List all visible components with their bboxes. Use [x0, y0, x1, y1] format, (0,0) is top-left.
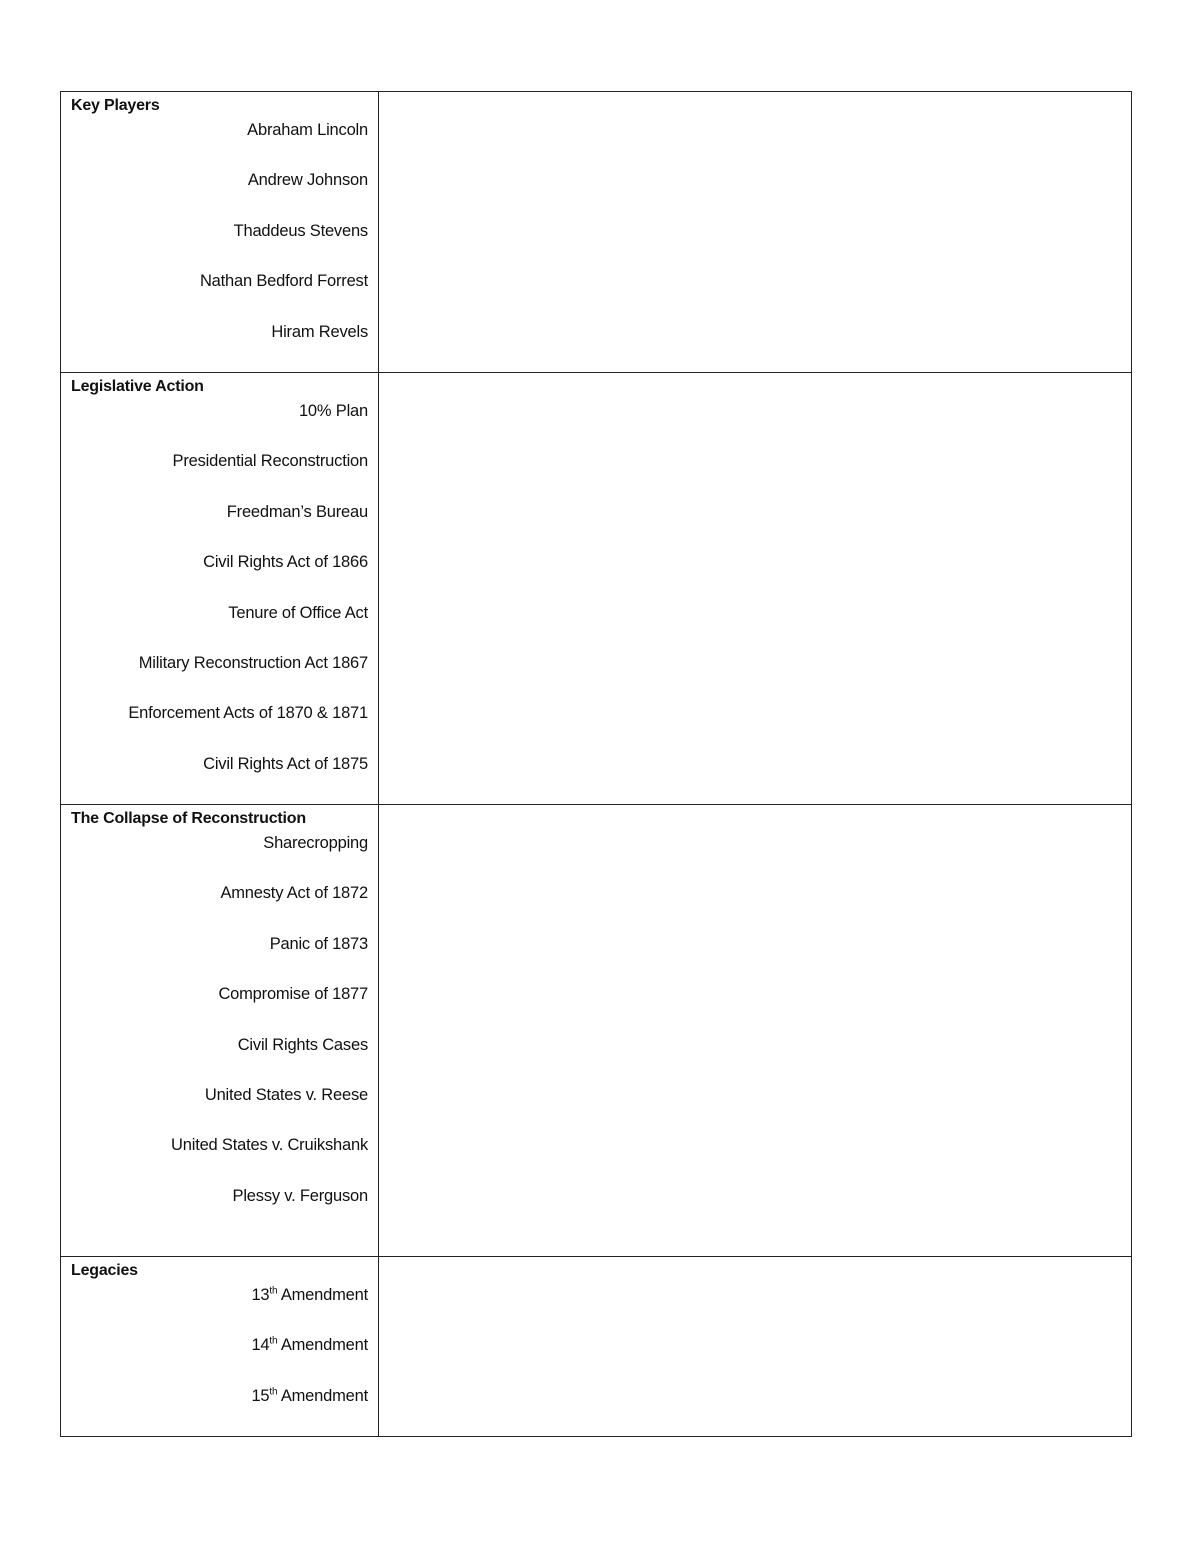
- term-item: [71, 1285, 368, 1305]
- ordinal-suffix: th: [269, 1285, 278, 1297]
- amendment-number: 14: [251, 1336, 270, 1355]
- section-row-key-players: [61, 92, 1132, 373]
- term-item: Military Reconstruction Act 1867: [138, 653, 368, 672]
- term-item: Civil Rights Cases: [237, 1035, 368, 1054]
- section-label-cell: [61, 92, 379, 373]
- notes-cell[interactable]: [379, 92, 1132, 373]
- term-item: Andrew Johnson: [247, 171, 368, 190]
- amendment-label: Amendment: [277, 1336, 368, 1355]
- term-list: [71, 833, 368, 1206]
- amendment-number: 13: [251, 1286, 270, 1305]
- term-item: Nathan Bedford Forrest: [199, 272, 368, 291]
- term-list: [71, 401, 368, 774]
- section-row-legacies: [61, 1257, 1132, 1437]
- term-item: Civil Rights Act of 1866: [203, 553, 368, 572]
- section-title: Legislative Action: [71, 377, 204, 395]
- notes-cell[interactable]: [379, 1257, 1132, 1437]
- section-row-collapse-of-reconstruction: [61, 805, 1132, 1257]
- term-item: [71, 1335, 368, 1355]
- reconstruction-worksheet-table: [60, 91, 1132, 1437]
- section-label-cell: [61, 1257, 379, 1437]
- term-item: Presidential Reconstruction: [172, 452, 368, 471]
- term-item: Enforcement Acts of 1870 & 1871: [128, 704, 368, 723]
- ordinal-suffix: th: [269, 1335, 278, 1347]
- term-item: Civil Rights Act of 1875: [203, 754, 368, 773]
- term-item: United States v. Cruikshank: [171, 1136, 368, 1155]
- term-item: [71, 1386, 368, 1406]
- section-title: Key Players: [71, 97, 160, 114]
- term-item: Thaddeus Stevens: [233, 221, 368, 240]
- term-item: Plessy v. Ferguson: [232, 1186, 368, 1205]
- section-title: Legacies: [71, 1262, 138, 1280]
- term-item: Compromise of 1877: [218, 985, 368, 1004]
- term-list: [71, 1285, 368, 1406]
- term-list: [71, 120, 368, 342]
- amendment-label: Amendment: [277, 1286, 368, 1305]
- term-item: Sharecropping: [263, 834, 368, 853]
- term-item: Amnesty Act of 1872: [220, 884, 368, 903]
- amendment-label: Amendment: [277, 1386, 368, 1405]
- term-item: Freedman’s Bureau: [226, 502, 368, 521]
- term-item: Hiram Revels: [271, 322, 368, 341]
- notes-cell[interactable]: [379, 372, 1132, 804]
- section-title: The Collapse of Reconstruction: [71, 810, 306, 828]
- section-label-cell: [61, 805, 379, 1257]
- term-item: United States v. Reese: [204, 1086, 368, 1105]
- term-item: Tenure of Office Act: [228, 603, 368, 622]
- section-label-cell: [61, 372, 379, 804]
- notes-cell[interactable]: [379, 805, 1132, 1257]
- term-item: 10% Plan: [298, 401, 368, 420]
- section-row-legislative-action: [61, 372, 1132, 804]
- term-item: Panic of 1873: [269, 934, 368, 953]
- amendment-number: 15: [251, 1386, 270, 1405]
- ordinal-suffix: th: [269, 1386, 278, 1398]
- term-item: Abraham Lincoln: [247, 121, 368, 139]
